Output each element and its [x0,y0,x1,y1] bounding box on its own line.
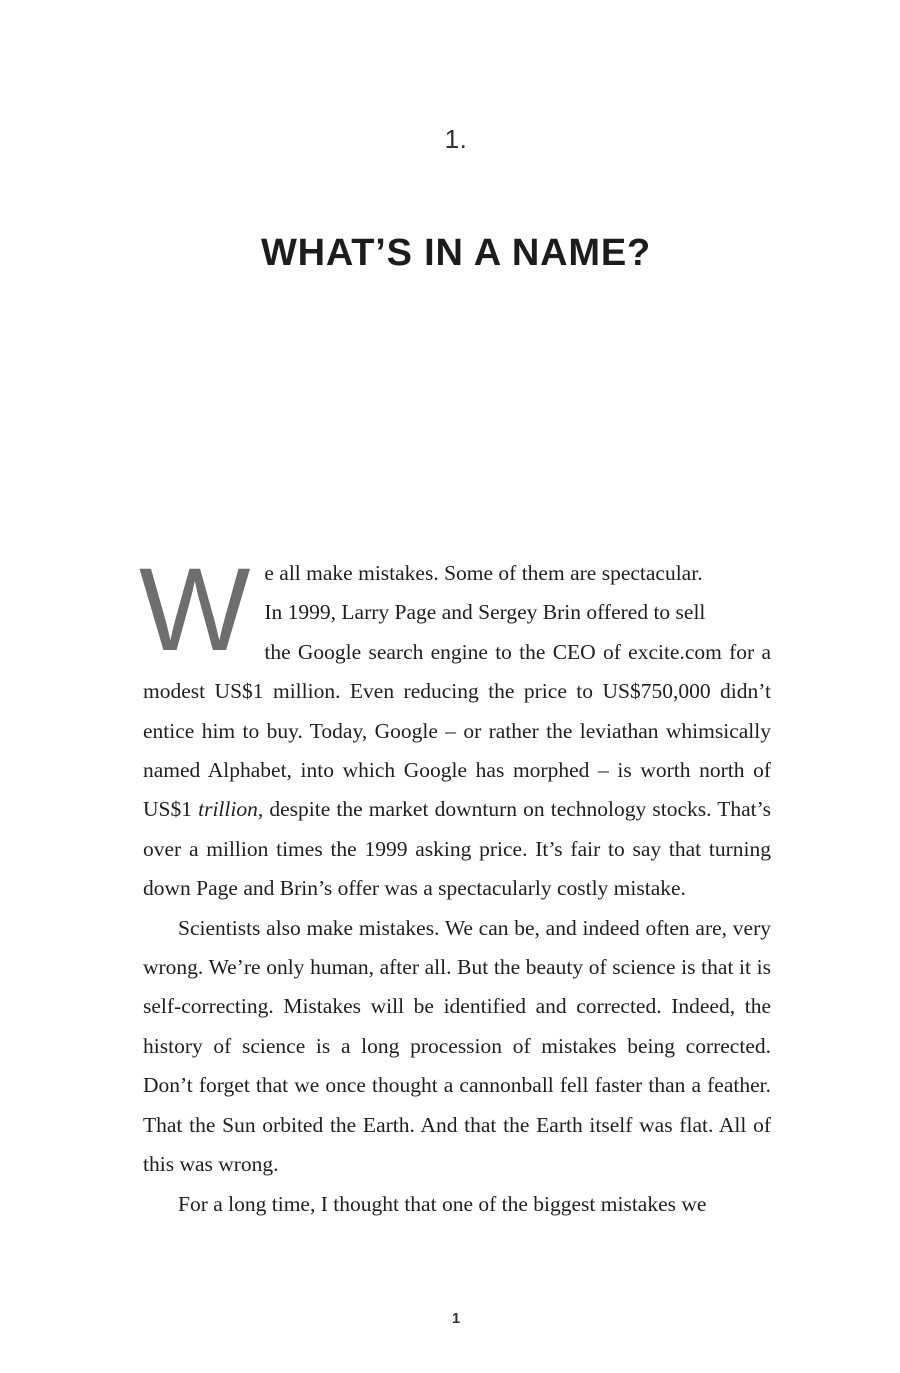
drop-cap: W [139,544,251,676]
paragraph-1 [139,544,771,909]
paragraph-1-emphasis: trillion [198,797,258,822]
paragraph-1-text-b: , despite the market downturn on technology stocks. That’s over a million times the 1999 asking price. It’s fair to say that turning down Page and Brin’s offer was a spectacularly costly mistake. [143,797,771,901]
chapter-number: 1. [444,124,468,154]
page-number: 1 [451,1310,461,1327]
chapter-body [139,544,771,1224]
paragraph-1-line-2: In 1999, Larry Page and Sergey Brin offered to sell [264,600,706,625]
paragraph-2: Scientists also make mistakes. We can be, and indeed often are, very wrong. We’re only human, after all. But the beauty of science is that it is self-correcting. Mistakes will be identified and corrected. Indeed, the history of science is a long procession of mistakes being corrected. Don’t forget that we once thought a cannonball fell faster than a feather. That the Sun orbited the Earth. And that the Earth itself was flat. All of this was wrong. [143,915,771,1177]
paragraph-3: For a long time, I thought that one of the biggest mistakes we [178,1191,707,1216]
paragraph-1-text-a: the Google search engine to the CEO of excite.com for a modest US$1 million. Even reducing the price to US$750,000 didn’t entice him to buy. Today, Google – or rather the leviathan whimsically named Alphabet, into which Google has morphed – is worth north of US$1 [143,639,771,822]
chapter-title: WHAT’S IN A NAME? [260,232,652,274]
paragraph-1-line-1: e all make mistakes. Some of them are spectacular. [264,561,703,585]
